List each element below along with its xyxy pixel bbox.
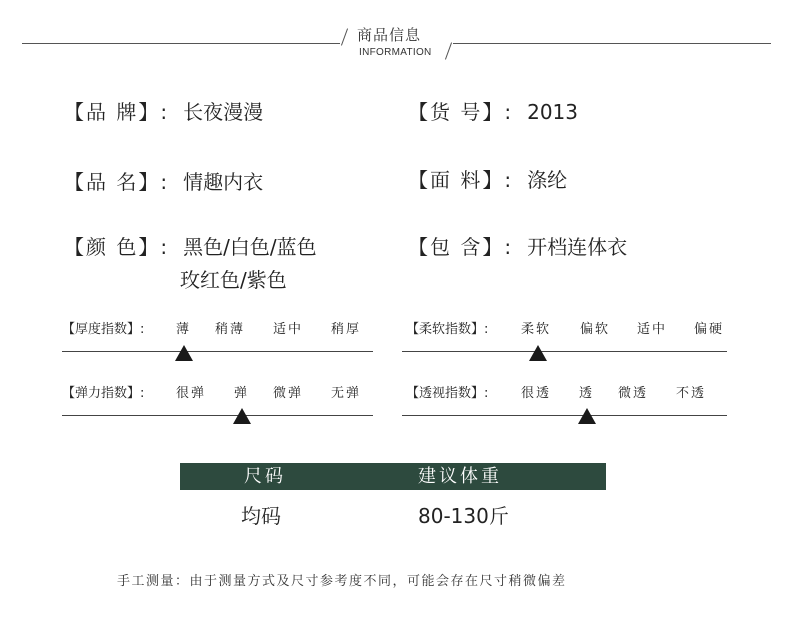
softness-option: 适中 [637, 322, 668, 337]
transparency-option: 很透 [521, 386, 552, 401]
softness-index-label: 【柔软指数】: [406, 322, 489, 337]
sku-label: 【货 号】: [408, 100, 514, 124]
elasticity-option: 无弹 [331, 386, 362, 401]
softness-option: 偏硬 [694, 322, 725, 337]
color-label: 【颜 色】: [64, 235, 170, 259]
weight-value: 80-130斤 [418, 504, 509, 528]
brand-row [64, 96, 263, 125]
size-value: 均码 [241, 504, 281, 528]
contains-row [408, 231, 627, 260]
softness-scale-line [402, 351, 727, 352]
header-line-right [453, 43, 771, 44]
elasticity-marker [233, 408, 251, 424]
section-title: 商品信息 [357, 26, 422, 44]
transparency-marker [578, 408, 596, 424]
thickness-option: 薄 [176, 322, 192, 337]
elasticity-option: 微弹 [273, 386, 304, 401]
measurement-note: 手工测量：由于测量方式及尺寸参考度不同，可能会存在尺寸稍微偏差 [117, 574, 567, 589]
size-column-header: 尺码 [244, 466, 286, 487]
weight-column-header: 建议体重 [418, 466, 502, 487]
color-row [64, 231, 317, 260]
fabric-row [408, 164, 567, 193]
thickness-scale-line [62, 351, 373, 352]
transparency-index-label: 【透视指数】: [406, 386, 489, 401]
softness-option: 柔软 [521, 322, 552, 337]
thickness-option: 稍厚 [331, 322, 362, 337]
section-subtitle: INFORMATION [359, 47, 432, 58]
color-value-line1: 黑色/白色/蓝色 [183, 235, 317, 259]
sku-row [408, 96, 578, 125]
color-value-line2: 玫红色/紫色 [180, 268, 287, 292]
elasticity-option: 很弹 [176, 386, 207, 401]
transparency-scale-line [402, 415, 727, 416]
transparency-option: 透 [579, 386, 595, 401]
fabric-label: 【面 料】: [408, 168, 514, 192]
elasticity-scale-line [62, 415, 373, 416]
name-label: 【品 名】: [64, 170, 170, 194]
thickness-option: 适中 [273, 322, 304, 337]
brand-label: 【品 牌】: [64, 100, 170, 124]
contains-value: 开档连体衣 [527, 235, 628, 259]
transparency-option: 不透 [676, 386, 707, 401]
elasticity-index-label: 【弹力指数】: [62, 386, 145, 401]
header-slash-right [445, 42, 452, 59]
brand-value: 长夜漫漫 [183, 100, 264, 124]
thickness-index-label: 【厚度指数】: [62, 322, 145, 337]
thickness-marker [175, 345, 193, 361]
transparency-option: 微透 [618, 386, 649, 401]
name-row [64, 166, 263, 195]
softness-marker [529, 345, 547, 361]
name-value: 情趣内衣 [183, 170, 264, 194]
elasticity-option: 弹 [234, 386, 250, 401]
sku-value: 2013 [527, 100, 579, 124]
fabric-value: 涤纶 [527, 168, 568, 192]
size-table-header [180, 463, 606, 490]
header-line-left [22, 43, 340, 44]
softness-option: 偏软 [580, 322, 611, 337]
header-slash-left [341, 28, 348, 45]
contains-label: 【包 含】: [408, 235, 514, 259]
thickness-option: 稍薄 [215, 322, 246, 337]
